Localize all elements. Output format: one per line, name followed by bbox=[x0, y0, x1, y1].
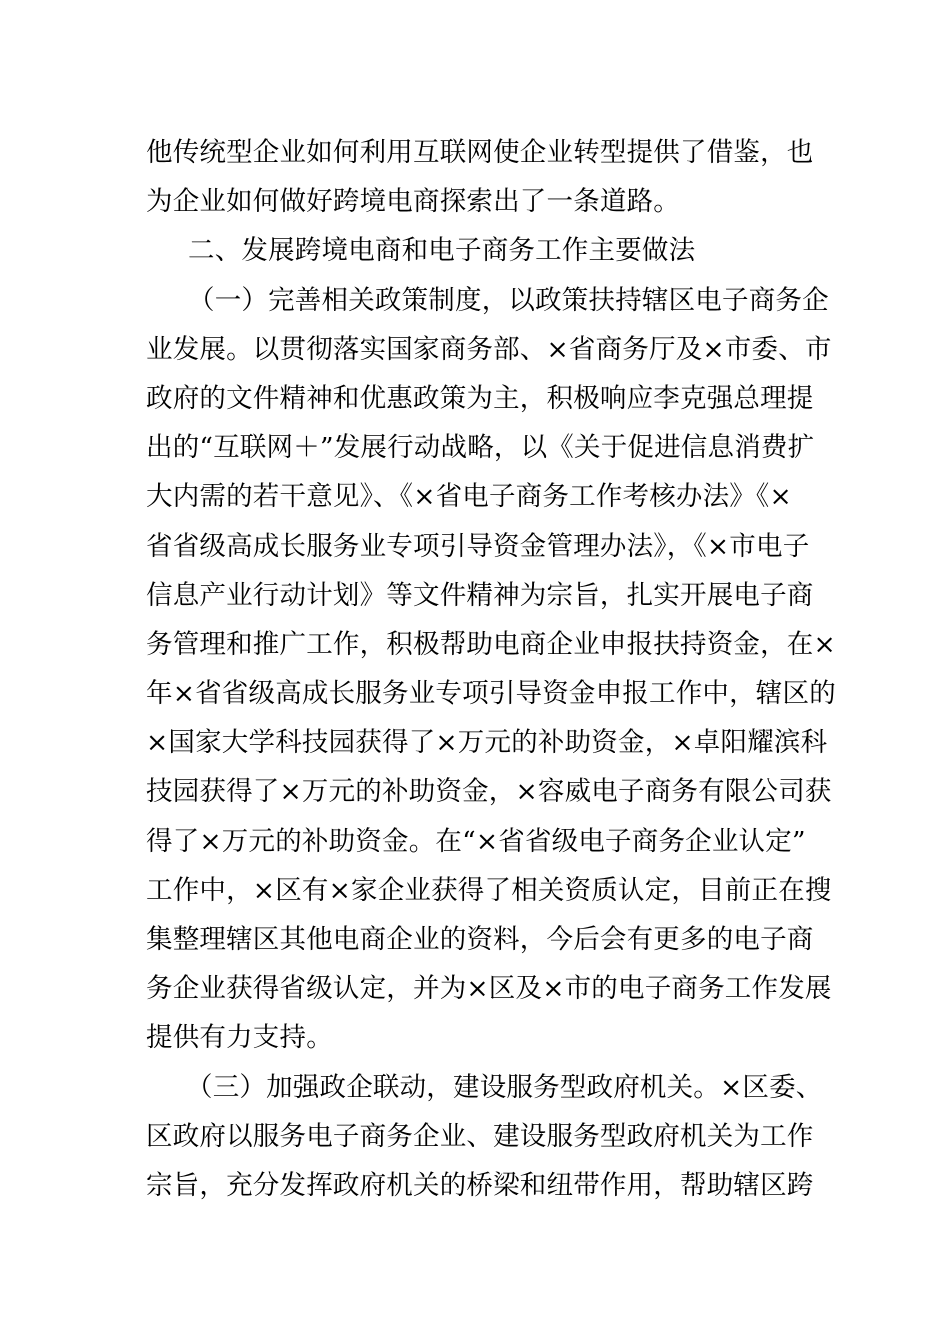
text-line: 他传统型企业如何利用互联网使企业转型提供了借鉴，也 bbox=[146, 137, 814, 168]
document-body bbox=[146, 128, 836, 1210]
text-line: 宗旨，充分发挥政府机关的桥梁和纽带作用，帮助辖区跨 bbox=[146, 1169, 814, 1201]
text-line: 政府的文件精神和优惠政策为主，积极响应李克强总理提 bbox=[146, 382, 814, 414]
text-line: ×国家大学科技园获得了×万元的补助资金，×卓阳耀滨科 bbox=[146, 727, 828, 759]
text-line: 工作中，×区有×家企业获得了相关资质认定，目前正在搜 bbox=[146, 874, 832, 906]
text-line: 务企业获得省级认定，并为×区及×市的电子商务工作发展 bbox=[146, 973, 832, 1005]
text-line: 信息产业行动计划》等文件精神为宗旨，扎实开展电子商 bbox=[146, 579, 814, 611]
section-heading: 二、发展跨境电商和电子商务工作主要做法 bbox=[188, 235, 696, 267]
text-line: 大内需的若干意见》、《×省电子商务工作考核办法》《× bbox=[146, 481, 792, 513]
subsection-heading-line: （三）加强政企联动，建设服务型政府机关。×区委、 bbox=[186, 1071, 823, 1103]
subsection-heading-line: （一）完善相关政策制度，以政策扶持辖区电子商务企 bbox=[188, 284, 829, 316]
text-line: 提供有力支持。 bbox=[146, 1022, 333, 1054]
text-line: 省省级高成长服务业专项引导资金管理办法》，《×市电子 bbox=[146, 530, 810, 562]
text-line: 务管理和推广工作，积极帮助电商企业申报扶持资金，在× bbox=[146, 628, 836, 660]
text-line: 业发展。以贯彻落实国家商务部、×省商务厅及×市委、市 bbox=[146, 333, 832, 365]
text-line: 集整理辖区其他电商企业的资料，今后会有更多的电子商 bbox=[146, 924, 814, 955]
text-line: 得了×万元的补助资金。在“×省省级电子商务企业认定” bbox=[146, 825, 806, 857]
text-line: 为企业如何做好跨境电商探索出了一条道路。 bbox=[146, 186, 680, 218]
text-line: 年×省省级高成长服务业专项引导资金申报工作中，辖区的 bbox=[146, 678, 836, 710]
text-line: 出的“互联网＋”发展行动战略，以《关于促进信息消费扩 bbox=[146, 432, 815, 464]
text-line: 技园获得了×万元的补助资金，×容威电子商务有限公司获 bbox=[146, 776, 832, 808]
text-line: 区政府以服务电子商务企业、建设服务型政府机关为工作 bbox=[146, 1120, 814, 1152]
